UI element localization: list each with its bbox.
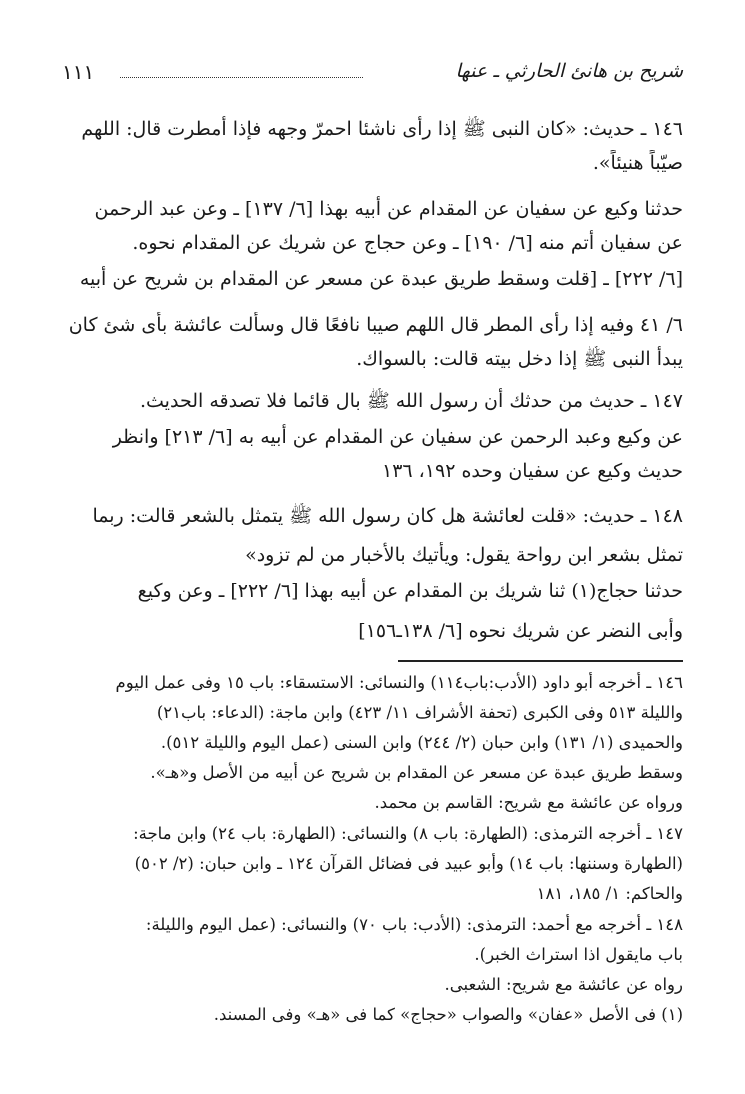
footnote-line: والحميدى (١/ ١٣١) وابن حبان (٢/ ٢٤٤) وابن السنى (عمل اليوم والليلة ٥١٢). [160, 733, 683, 752]
footnote-line: وسقط طريق عبدة عن مسعر عن المقدام بن شريح عن أبيه من الأصل و«هـ». [150, 763, 683, 782]
footnote-line: والليلة ٥١٣ وفى الكبرى (تحفة الأشراف ١١/ ٤٢٣) وابن ماجة: (الدعاء: باب٢١) [156, 703, 683, 722]
footnote-line: ١٤٧ ـ أخرجه الترمذى: (الطهارة: باب ٨) والنسائى: (الطهارة: باب ٢٤) وابن ماجة: [133, 824, 683, 843]
main-line: حديث وكيع عن سفيان وحده ١٩٢، ١٣٦ [381, 460, 683, 482]
footnote-line: ١٤٨ ـ أخرجه مع أحمد: الترمذى: (الأدب: باب ٧٠) والنسائى: (عمل اليوم والليلة: [145, 915, 683, 934]
main-line: وأبى النضر عن شريك نحوه [٦/ ١٣٨ـ١٥٦] [358, 620, 683, 642]
main-line: ١٤٦ ـ حديث: «كان النبى ﷺ إذا رأى ناشئا احمرّ وجهه فإذا أمطرت قال: اللهم [81, 118, 683, 140]
header-dotted-rule [120, 77, 363, 78]
footnote-line: باب مايقول اذا استراث الخبر). [474, 945, 683, 964]
footnote-rule [398, 660, 683, 662]
footnote-line: رواه عن عائشة مع شريح: الشعبى. [444, 975, 683, 994]
footnote-line: ورواه عن عائشة مع شريح: القاسم بن محمد. [374, 793, 683, 812]
main-line: صيّباً هنيئاً». [592, 152, 683, 174]
main-line: يبدأ النبى ﷺ إذا دخل بيته قالت: بالسواك. [356, 348, 683, 370]
main-line: عن وكيع وعبد الرحمن عن سفيان عن المقدام عن أبيه به [٦/ ٢١٣] وانظر [112, 426, 683, 448]
main-line: حدثنا حجاج(١) ثنا شريك بن المقدام عن أبيه بهذا [٦/ ٢٢٢] ـ وعن وكيع [137, 580, 683, 602]
footnote-line: ١٤٦ ـ أخرجه أبو داود (الأدب:باب١١٤) والنسائى: الاستسقاء: باب ١٥ وفى عمل اليوم [115, 673, 683, 692]
main-line: عن سفيان أتم منه [٦/ ١٩٠] ـ وعن حجاج عن شريك عن المقدام نحوه. [132, 232, 683, 254]
footnote-line: والحاكم: ١/ ١٨٥، ١٨١ [536, 884, 683, 903]
running-header [62, 60, 683, 90]
main-line: [٦/ ٢٢٢] ـ [قلت وسقط طريق عبدة عن مسعر عن المقدام بن شريح عن أبيه [79, 268, 683, 290]
header-title: شريح بن هانئ الحارثي ـ عنها [455, 60, 683, 82]
main-line: ١٤٧ ـ حديث من حدثك أن رسول الله ﷺ بال قائما فلا تصدقه الحديث. [139, 390, 683, 412]
main-line: حدثنا وكيع عن سفيان عن المقدام عن أبيه بهذا [٦/ ١٣٧] ـ وعن عبد الرحمن [94, 198, 683, 220]
main-line: ١٤٨ ـ حديث: «قلت لعائشة هل كان رسول الله ﷺ يتمثل بالشعر قالت: ربما [92, 505, 683, 527]
main-line: ٦/ ٤١ وفيه إذا رأى المطر قال اللهم صيبا نافعًا قال وسألت عائشة بأى شئ كان [68, 314, 683, 336]
page-number: ١١١ [62, 60, 95, 84]
footnote-line: (الطهارة وسننها: باب ١٤) وأبو عبيد فى فضائل القرآن ١٢٤ ـ وابن حبان: (٢/ ٥٠٢) [134, 854, 683, 873]
main-line: تمثل بشعر ابن رواحة يقول: ويأتيك بالأخبار من لم تزود» [245, 544, 683, 566]
footnote-line: (١) فى الأصل «عفان» والصواب «حجاج» كما فى «هـ» وفى المسند. [213, 1005, 683, 1024]
